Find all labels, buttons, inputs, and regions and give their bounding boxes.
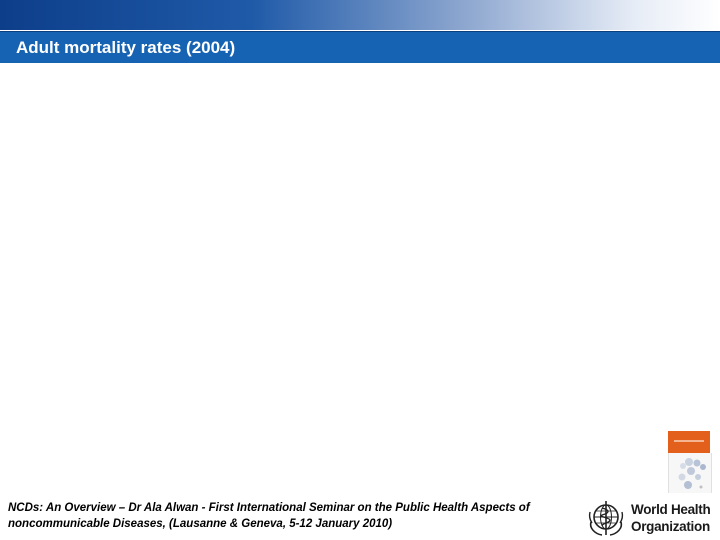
- who-emblem-icon: [586, 498, 626, 538]
- footer-citation: [8, 500, 568, 532]
- report-page-icon: [668, 453, 712, 493]
- report-cover-stripe: [674, 440, 704, 442]
- who-logo-wordmark: [631, 501, 717, 535]
- who-logo-line-1: World Health: [631, 502, 711, 517]
- who-logo-line-2: Organization: [631, 519, 710, 534]
- slide-title: Adult mortality rates (2004): [16, 38, 236, 57]
- title-bar: [0, 31, 720, 63]
- report-circles-graphic: [669, 453, 711, 493]
- header-gradient-band: [0, 0, 720, 30]
- footer-line-2: noncommunicable Diseases, (Lausanne & Geneva, 5-12 January 2010): [8, 518, 393, 530]
- footer-line-1: NCDs: An Overview – Dr Ala Alwan - First International Seminar on the Public Health Aspects of: [8, 502, 530, 514]
- report-cover-icon: [668, 431, 710, 453]
